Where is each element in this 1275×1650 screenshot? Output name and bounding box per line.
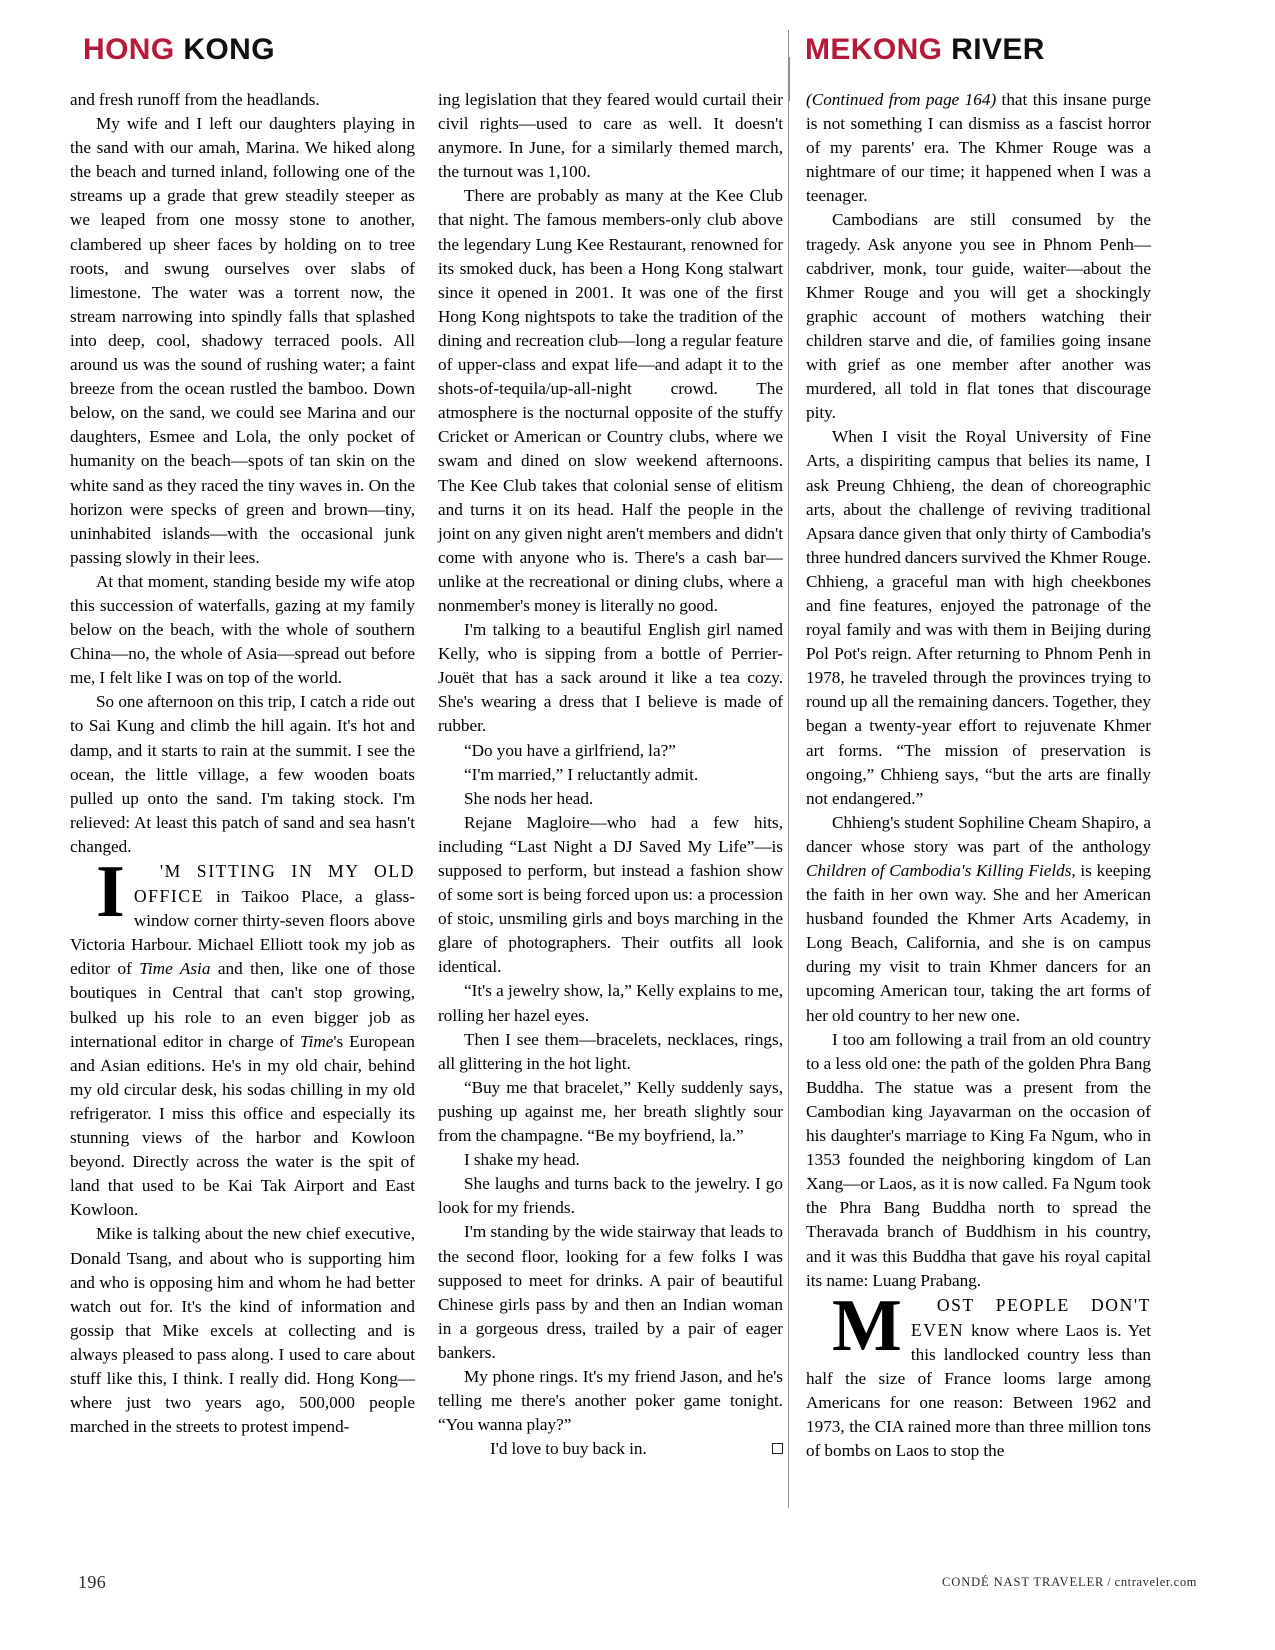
paragraph-text: Chhieng's student Sophiline Cheam Shapiro, a dancer whose story was part of the anthology <box>806 812 1151 856</box>
publication-name: CONDÉ NAST TRAVELER <box>942 1575 1105 1589</box>
text-column-3 <box>806 88 1151 1508</box>
paragraph-text: that this insane purge is not something I can dismiss as a fascist horror of my parents' era. The Khmer Rouge was a nightmare of our time; it happened when I was a teenager. <box>806 90 1151 206</box>
paragraph: “Do you have a girlfriend, la?” <box>464 740 676 760</box>
paragraph: “I'm married,” I reluctantly admit. <box>464 764 699 784</box>
website-url: cntraveler.com <box>1114 1575 1197 1589</box>
paragraph-text: in Taikoo Place, a glass-window corner thirty-seven floors above Victoria Harbour. Michael Elliott took my job as editor of <box>70 887 415 979</box>
header-right-accent: MEKONG <box>805 33 943 66</box>
paragraph: Mike is talking about the new chief executive, Donald Tsang, and about who is supporting him and who is opposing him and whom he had better watch out for. It's the kind of information and gossip that Mike excels at collecting and is always pleased to pass along. I used to care about stuff like this, I think. I really did. Hong Kong—where just two years ago, 500,000 people marched in the streets to protest impend- <box>70 1224 415 1437</box>
small-caps-lead: 'M SITTING IN MY OLD OFFICE <box>133 861 415 907</box>
paragraph: I'm standing by the wide stairway that leads to the second floor, looking for a few folks I was supposed to meet for drinks. A pair of beautiful Chinese girls pass by and then an Indian woman in a gorgeous dress, trailed by a pair of eager bankers. <box>438 1222 783 1362</box>
paragraph: Then I see them—bracelets, necklaces, rings, all glittering in the hot light. <box>438 1029 783 1073</box>
paragraph: My wife and I left our daughters playing in the sand with our amah, Marina. We hiked along the beach and turned inland, following one of the streams up a grade that grew steadily steeper as we leaped from one mossy stone to another, clambered up sheer faces by holding on to tree roots, and swung ourselves over slabs of limestone. The water was a torrent now, the stream narrowing into spindly falls that splashed into deep, cool, shadowy terraced pools. All around us was the sound of rushing water; a faint breeze from the ocean rustled the bamboo. Down below, on the sand, we could see Marina and our daughters, Esmee and Lola, the only pocket of humanity on the beach—spots of tan skin on the white sand as they raced the tiny waves in. On the horizon were specks of green and brown—tiny, uninhabited islands—with the occasional junk passing slowly in their lees. <box>70 114 415 567</box>
text-column-2 <box>438 88 783 1508</box>
continued-from-note: (Continued from page 164) <box>806 90 997 109</box>
drop-cap-letter: M <box>832 1284 902 1367</box>
dropcap-paragraph <box>806 1284 1151 1464</box>
page-footer <box>78 1572 1197 1592</box>
paragraph-text: know where Laos is. Yet this landlocked country less than half the size of France looms large among Americans for one reason: Between 1962 and 1973, the CIA rained more than three million tons of bombs on Laos to stop the <box>806 1320 1151 1461</box>
drop-cap-letter: I <box>96 851 125 933</box>
paragraph: and fresh runoff from the headlands. <box>70 90 320 109</box>
italic-book-title: Children of Cambodia's Killing Fields, <box>806 861 1076 880</box>
paragraph: “Buy me that bracelet,” Kelly suddenly says, pushing up against me, her breath slightly sour from the champagne. “Be my boyfriend, la.” <box>438 1077 783 1146</box>
final-paragraph <box>438 1437 783 1461</box>
paragraph: So one afternoon on this trip, I catch a ride out to Sai Kung and climb the hill again. It's hot and damp, and it starts to rain at the summit. I see the ocean, the little village, a few wooden boats pulled up onto the sand. I'm taking stock. I'm relieved: At least this patch of sand and sea hasn't changed. <box>70 692 415 856</box>
running-headers <box>78 33 1197 75</box>
paragraph: I'm talking to a beautiful English girl named Kelly, who is sipping from a bottle of Perrier-Jouët that has a sack around it like a tea cozy. She's wearing a dress that I believe is made of rubber. <box>438 620 783 736</box>
header-left-rest: KONG <box>183 33 275 66</box>
paragraph: “It's a jewelry show, la,” Kelly explains to me, rolling her hazel eyes. <box>438 981 783 1025</box>
paragraph: ing legislation that they feared would curtail their civil rights—used to care as well. It doesn't anymore. In June, for a similarly themed march, the turnout was 1,100. <box>438 90 783 182</box>
dropcap-paragraph <box>70 851 415 1222</box>
paragraph: She nods her head. <box>464 788 594 808</box>
small-caps-lead: OST PEOPLE DON'T EVEN <box>910 1294 1151 1340</box>
paragraph <box>806 811 1151 1028</box>
italic-title-time-asia: Time Asia <box>139 959 211 979</box>
paragraph: My phone rings. It's my friend Jason, and he's telling me there's another poker game tonight. “You wanna play?” <box>438 1366 783 1435</box>
paragraph: I too am following a trail from an old country to a less old one: the path of the golden Phra Bang Buddha. The statue was a present from the Cambodian king Jayavarman on the occasion of his daughter's marriage to King Fa Ngum, who in 1353 founded the neighboring kingdom of Lan Xang—or Laos, as it is now called. Fa Ngum took the Phra Bang Buddha north to spread the Theravada branch of Buddhism in his country, and it was this Buddha that gave his royal capital its name: Luang Prabang. <box>806 1029 1151 1290</box>
italic-title-time: Time <box>299 1031 334 1051</box>
paragraph-text: 's European and Asian editions. He's in my old chair, behind my old circular desk, his sodas chilling in my old refrigerator. I miss this office and especially its stunning views of the harbor and Kowloon beyond. Directly across the water is the spit of land that used to be Kai Tak Airport and East Kowloon. <box>70 1031 415 1220</box>
colophon <box>942 1575 1197 1590</box>
header-right-rest: RIVER <box>951 33 1045 66</box>
continued-paragraph <box>806 88 1151 208</box>
paragraph: At that moment, standing beside my wife atop this succession of waterfalls, gazing at my family below on the beach, with the whole of southern China—no, the whole of Asia—spread out before me, I felt like I was on top of the world. <box>70 571 415 688</box>
header-mekong-river <box>805 33 1045 67</box>
paragraph-text: is keeping the faith in her own way. She and her American husband founded the Khmer Arts Academy, in Long Beach, California, and she is on campus during my visit to train Khmer dancers for an upcoming American tour, taking the art forms of her old country to her new one. <box>806 861 1151 1025</box>
paragraph: She laughs and turns back to the jewelry. I go look for my friends. <box>438 1174 783 1218</box>
paragraph: Cambodians are still consumed by the tragedy. Ask anyone you see in Phnom Penh—cabdriver, monk, tour guide, waiter—about the Khmer Rouge and you will get a shockingly graphic account of mothers watching their children starve and die, of families going insane with grief as one member after another was murdered, all told in flat tones that discourage pity. <box>806 210 1151 423</box>
colophon-separator: / <box>1107 1575 1112 1589</box>
end-of-article-square-icon <box>772 1443 783 1454</box>
header-left-accent: HONG <box>83 33 175 66</box>
paragraph: I shake my head. <box>464 1150 580 1170</box>
paragraph: When I visit the Royal University of Fine Arts, a dispiriting campus that belies its name, I ask Preung Chhieng, the dean of choreographic arts, about the challenge of reviving traditional Apsara dance given that only thirty of Cambodia's three hundred dancers survived the Khmer Rouge. Chhieng, a graceful man with high cheekbones and fine features, enjoyed the patronage of the royal family and was with them in Beijing during Pol Pot's reign. After returning to Phnom Penh in 1978, he traveled through the provinces trying to round up all the remaining dancers. Together, they began a twenty-year effort to rejuvenate Khmer art forms. “The mission of preservation is ongoing,” Chhieng says, “but the arts are finally not endangered.” <box>806 427 1151 808</box>
paragraph-text: and then, like one of those boutiques in Central that can't stop growing, bulked up his role to an even bigger job as international editor in charge of <box>70 959 415 1051</box>
paragraph: Rejane Magloire—who had a few hits, including “Last Night a DJ Saved My Life”—is supposed to perform, but instead a fashion show of some sort is being forced upon us: a procession of stoic, unsmiling girls and boys marching in the glare of photographers. Their outfits all look identical. <box>438 812 783 977</box>
page-number: 196 <box>78 1572 107 1592</box>
article-columns <box>70 88 1210 1508</box>
text-column-1 <box>70 88 415 1508</box>
paragraph: There are probably as many at the Kee Club that night. The famous members-only club above the legendary Lung Kee Restaurant, renowned for its smoked duck, has been a Hong Kong stalwart since it opened in 2001. It was one of the first Hong Kong nightspots to take the tradition of the dining and recreation club—long a regular feature of upper-class and expat life—and adapt it to the shots-of-tequila/up-all-night crowd. The atmosphere is the nocturnal opposite of the stuffy Cricket or American or Country clubs, where we swam and dined on slow weekend afternoons. The Kee Club takes that colonial sense of elitism and turns it on its head. Half the people in the joint on any given night aren't members and didn't come with anyone who is. There's a cash bar—unlike at the recreational or dining clubs, where a nonmember's money is literally no good. <box>438 186 783 615</box>
column-divider-rule <box>788 30 789 1508</box>
header-hong-kong <box>83 33 275 67</box>
paragraph-text: I'd love to buy back in. <box>490 1439 647 1459</box>
